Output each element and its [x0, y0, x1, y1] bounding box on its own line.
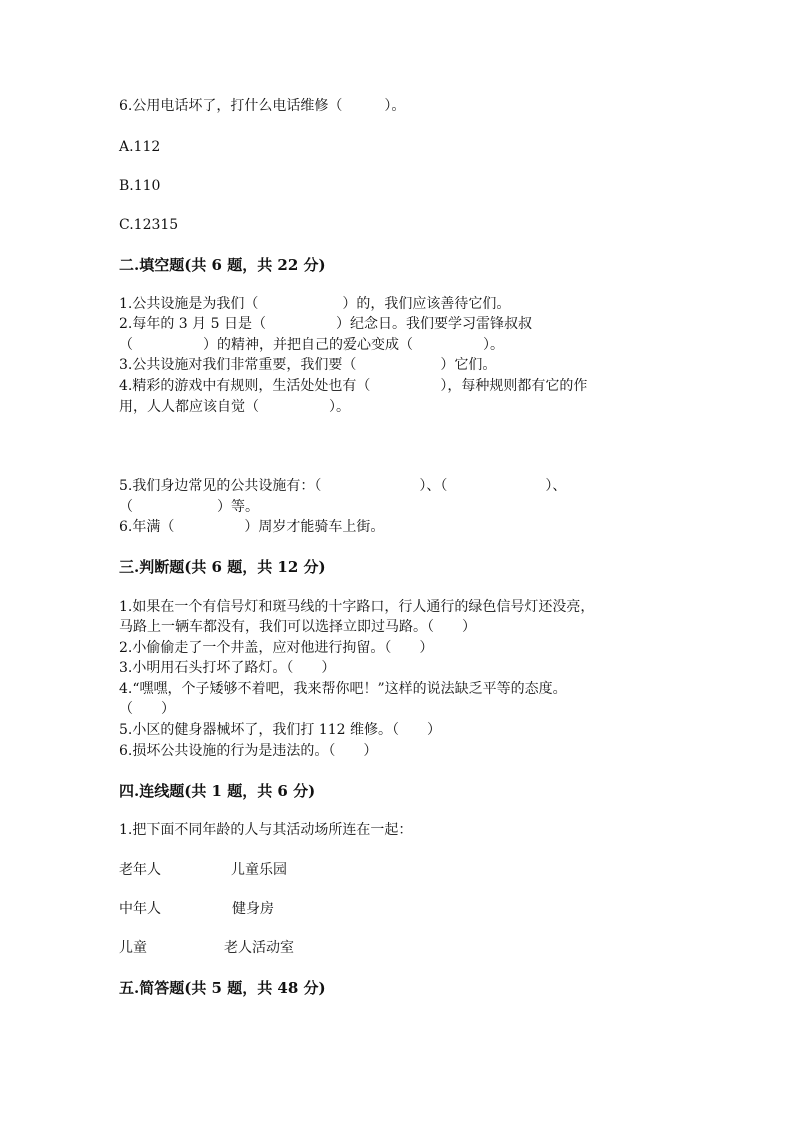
matching-right-item: 健身房 [232, 901, 274, 917]
fill-blank-line: 3.公共设施对我们非常重要，我们要（ ）它们。 [119, 357, 497, 373]
section3-heading: 三.判断题(共 6 题，共 12 分) [119, 558, 326, 576]
matching-right-item: 老人活动室 [224, 940, 294, 956]
fill-blank-line: 用，人人都应该自觉（ ）。 [119, 399, 350, 415]
section4-heading: 四.连线题(共 1 题，共 6 分) [119, 782, 316, 800]
true-false-line: 4.“嘿嘿，个子矮够不着吧，我来帮你吧！”这样的说法缺乏平等的态度。 [119, 681, 567, 697]
q6-option-b: B.110 [119, 178, 161, 194]
q6-option-c: C.12315 [119, 217, 179, 233]
fill-blank-line: （ ）等。 [119, 499, 259, 515]
matching-right-item: 儿童乐园 [231, 862, 287, 878]
true-false-line: 马路上一辆车都没有，我们可以选择立即过马路。（ ） [119, 619, 476, 635]
section2-heading: 二.填空题(共 6 题，共 22 分) [119, 256, 326, 274]
true-false-line: 1.如果在一个有信号灯和斑马线的十字路口，行人通行的绿色信号灯还没亮， [119, 599, 595, 615]
matching-instruction: 1.把下面不同年龄的人与其活动场所连在一起： [119, 822, 413, 838]
fill-blank-line: 2.每年的 3 月 5 日是（ ）纪念日。我们要学习雷锋叔叔 [119, 316, 532, 332]
fill-blank-line: 6.年满（ ）周岁才能骑车上街。 [119, 519, 385, 535]
fill-blank-line: 4.精彩的游戏中有规则，生活处处也有（ ），每种规则都有它的作 [119, 378, 588, 394]
true-false-line: 5.小区的健身器械坏了，我们打 112 维修。（ ） [119, 722, 441, 738]
fill-blank-line: 1.公共设施是为我们（ ）的，我们应该善待它们。 [119, 296, 511, 312]
matching-left-item: 儿童 [119, 940, 147, 956]
true-false-line: 2.小偷偷走了一个井盖，应对他进行拘留。（ ） [119, 640, 434, 656]
true-false-line: 3.小明用石头打坏了路灯。（ ） [119, 660, 336, 676]
fill-blank-line: 5.我们身边常见的公共设施有：（ ）、（ ）、 [119, 478, 567, 494]
true-false-line: 6.损坏公共设施的行为是违法的。（ ） [119, 743, 378, 759]
section5-heading: 五.简答题(共 5 题，共 48 分) [119, 979, 326, 997]
fill-blank-line: （ ）的精神，并把自己的爱心变成（ ）。 [119, 337, 504, 353]
q6-stem: 6.公用电话坏了，打什么电话维修（ ）。 [119, 98, 406, 114]
matching-left-item: 中年人 [119, 901, 161, 917]
true-false-line: （ ） [119, 701, 175, 717]
q6-option-a: A.112 [119, 139, 161, 155]
matching-left-item: 老年人 [119, 862, 161, 878]
